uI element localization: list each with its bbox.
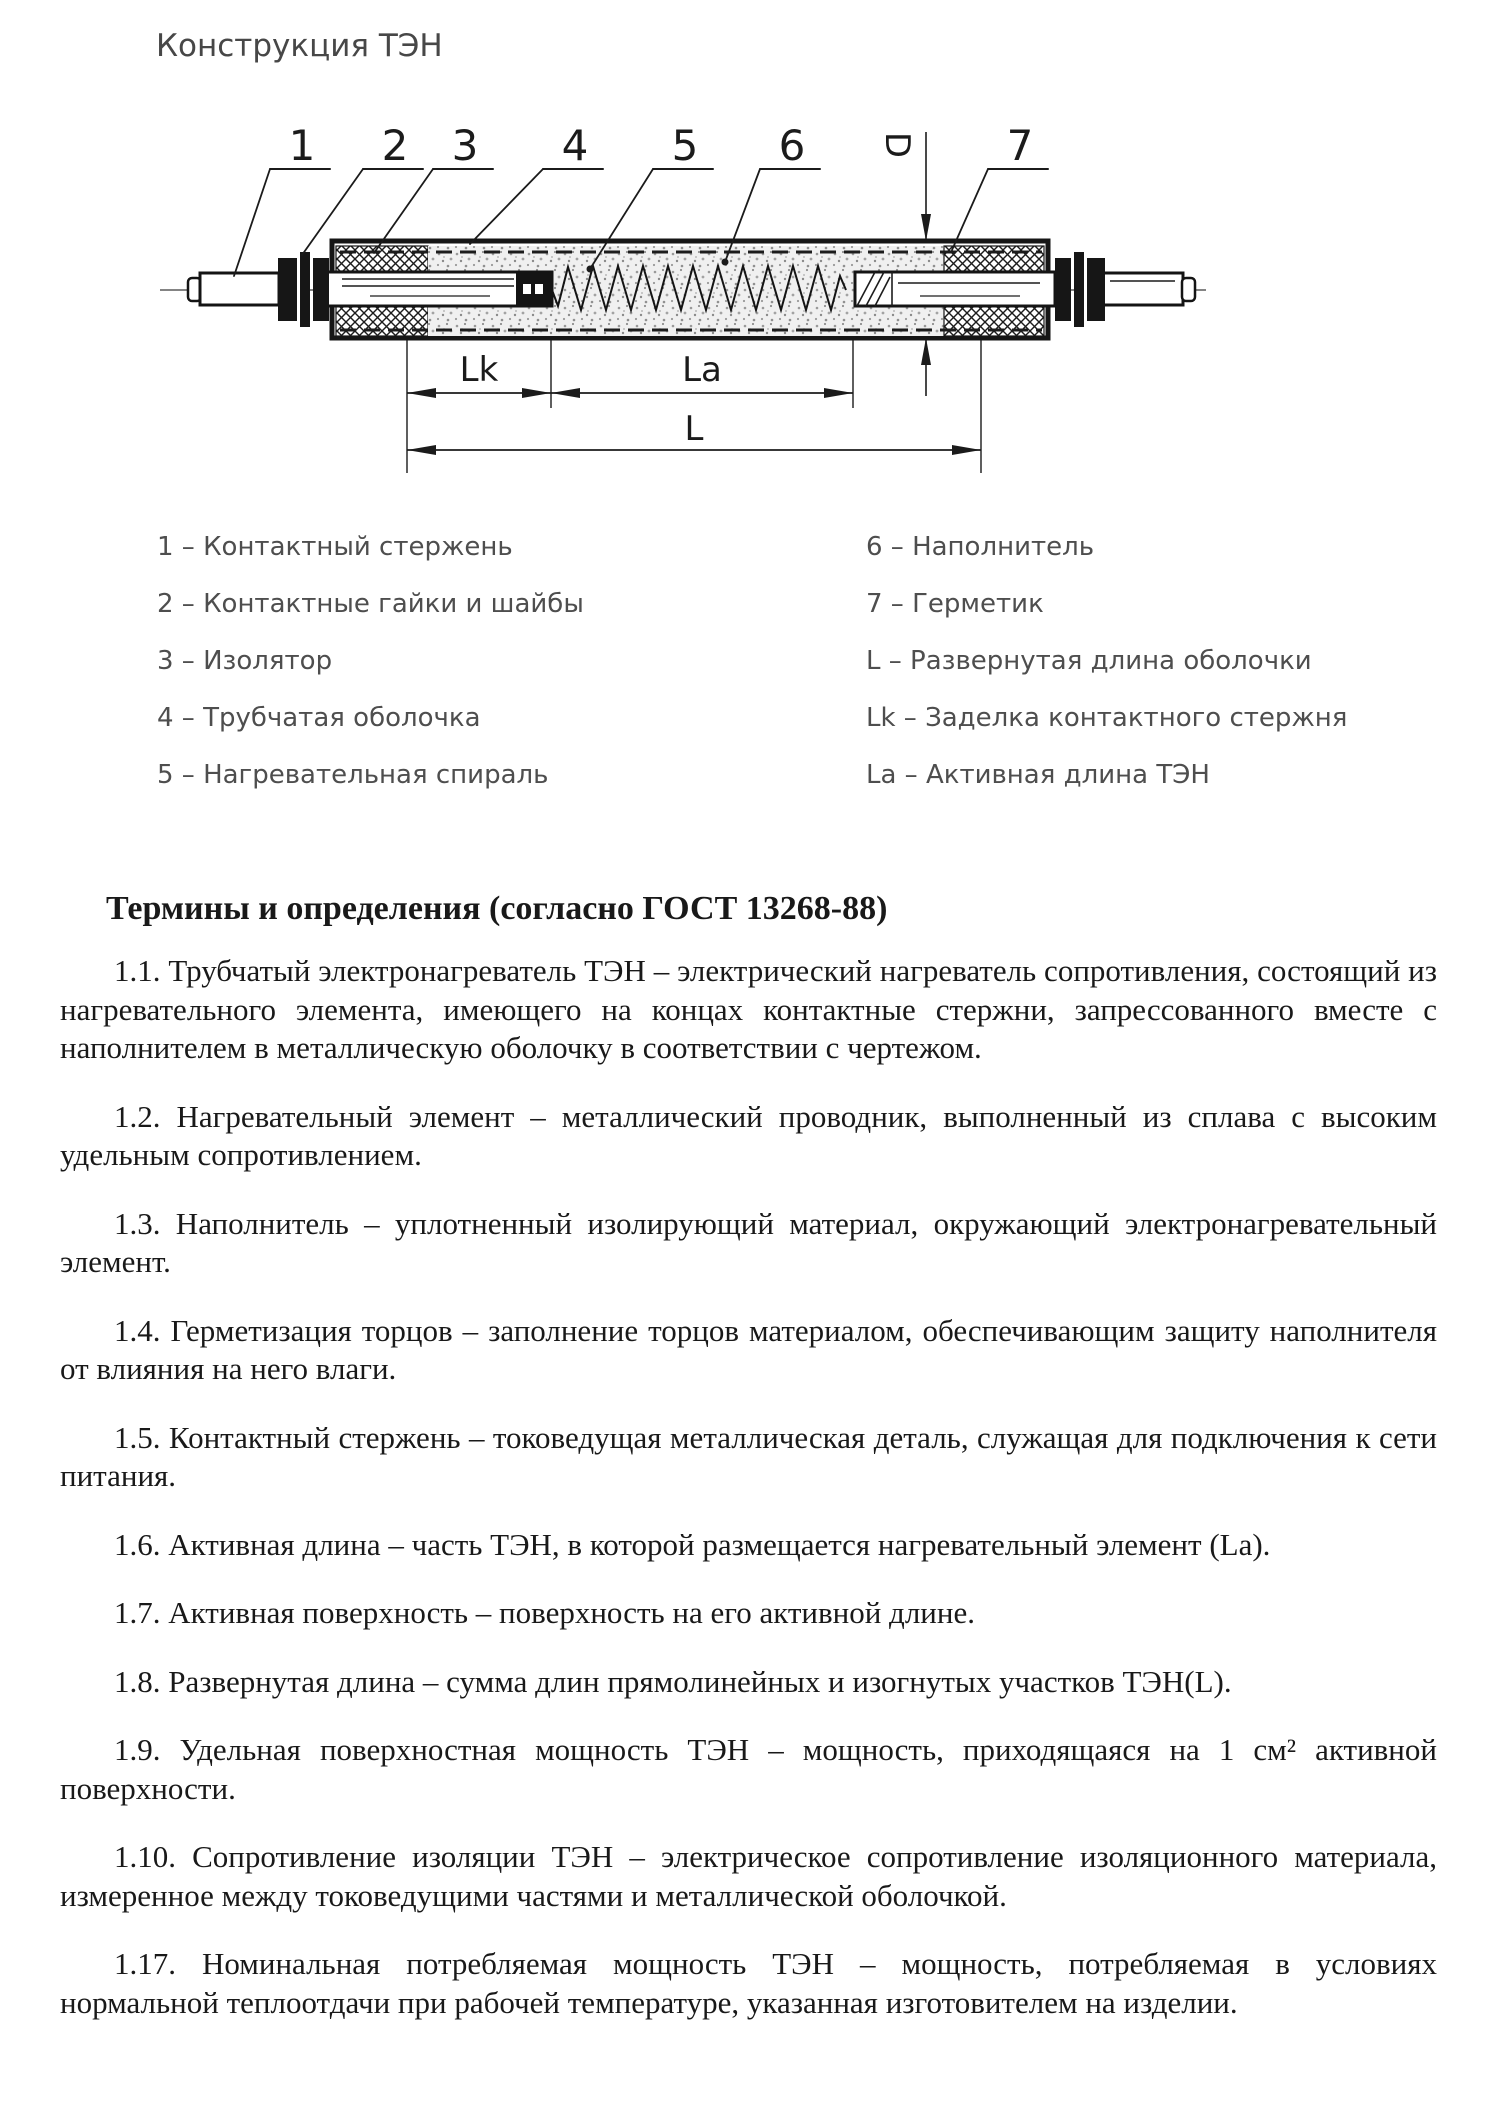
callout-6: 6 xyxy=(778,121,806,170)
term-paragraph-1-10: 1.10. Сопротивление изоляции ТЭН – электрическое сопротивление изоляционного материала, измеренное между токоведущими частями и металлической оболочкой. xyxy=(60,1839,1437,1913)
legend-item-heating-coil: 5 – Нагревательная спираль xyxy=(157,760,549,790)
terms-section xyxy=(60,890,1437,2052)
callout-5: 5 xyxy=(671,121,699,170)
callout-1: 1 xyxy=(288,121,316,170)
term-paragraph-1-5: 1.5. Контактный стержень – токоведущая металлическая деталь, служащая для подключения к сети питания. xyxy=(60,1419,1437,1493)
legend-item-tube-sheath: 4 – Трубчатая оболочка xyxy=(157,703,481,733)
term-paragraph-1-17: 1.17. Номинальная потребляемая мощность ТЭН – мощность, потребляемая в условиях нормальной теплоотдачи при рабочей температуре, указанная изготовителем на изделии. xyxy=(60,1946,1437,2020)
dim-label-la: La xyxy=(682,350,722,390)
term-paragraph-1-4: 1.4. Герметизация торцов – заполнение торцов материалом, обеспечивающим защиту наполнителя от влияния на него влаги. xyxy=(60,1312,1437,1386)
legend-item-nuts-washers: 2 – Контактные гайки и шайбы xyxy=(157,589,584,619)
dim-label-l: L xyxy=(684,409,704,449)
term-paragraph-1-1: 1.1. Трубчатый электронагреватель ТЭН – электрический нагреватель сопротивления, состоящий из нагревательного элемента, имеющего на концах контактные стержни, запрессованного вместе с наполнителем в металлическую оболочку в соответствии с чертежом. xyxy=(60,953,1437,1065)
legend-column-right xyxy=(866,534,1466,819)
legend-item-sealant: 7 – Герметик xyxy=(866,589,1044,619)
terms-heading: Термины и определения (согласно ГОСТ 13268-88) xyxy=(106,890,888,927)
term-paragraph-1-3: 1.3. Наполнитель – уплотненный изолирующий материал, окружающий электронагревательный элемент. xyxy=(60,1205,1437,1279)
legend-item-dim-lk: Lk – Заделка контактного стержня xyxy=(866,703,1348,733)
legend-column-left xyxy=(157,534,777,819)
term-paragraph-1-8: 1.8. Развернутая длина – сумма длин прямолинейных и изогнутых участков ТЭН(L). xyxy=(114,1663,1232,1699)
contact-nuts-left xyxy=(278,252,329,327)
ten-diagram-svg xyxy=(130,88,1250,488)
callout-3: 3 xyxy=(451,121,479,170)
ten-construction-diagram xyxy=(130,88,1250,488)
contact-rod-right xyxy=(855,272,1195,306)
callout-4: 4 xyxy=(561,121,589,170)
legend-item-dim-l: L – Развернутая длина оболочки xyxy=(866,646,1312,676)
dim-label-d: D xyxy=(877,131,917,159)
contact-rod-left xyxy=(188,272,552,306)
term-paragraph-1-9: 1.9. Удельная поверхностная мощность ТЭН – мощность, приходящаяся на 1 см² активной поверхности. xyxy=(60,1732,1437,1806)
legend-item-insulator: 3 – Изолятор xyxy=(157,646,333,676)
drawing-title: Конструкция ТЭН xyxy=(156,28,443,64)
dim-label-lk: Lk xyxy=(459,350,499,390)
dimension-lk xyxy=(407,350,551,398)
legend-item-dim-la: La – Активная длина ТЭН xyxy=(866,760,1210,790)
contact-nuts-right xyxy=(1055,252,1105,327)
dimension-l xyxy=(407,409,981,455)
legend-item-filler: 6 – Наполнитель xyxy=(866,532,1095,562)
callout-7: 7 xyxy=(1006,121,1034,170)
term-paragraph-1-6: 1.6. Активная длина – часть ТЭН, в которой размещается нагревательный элемент (La). xyxy=(114,1526,1271,1562)
legend-item-contact-rod: 1 – Контактный стержень xyxy=(157,532,513,562)
callout-2: 2 xyxy=(381,121,409,170)
term-paragraph-1-2: 1.2. Нагревательный элемент – металлический проводник, выполненный из сплава с высоким удельным сопротивлением. xyxy=(60,1098,1437,1172)
term-paragraph-1-7: 1.7. Активная поверхность – поверхность на его активной длине. xyxy=(114,1595,975,1630)
dimension-la xyxy=(551,350,853,398)
